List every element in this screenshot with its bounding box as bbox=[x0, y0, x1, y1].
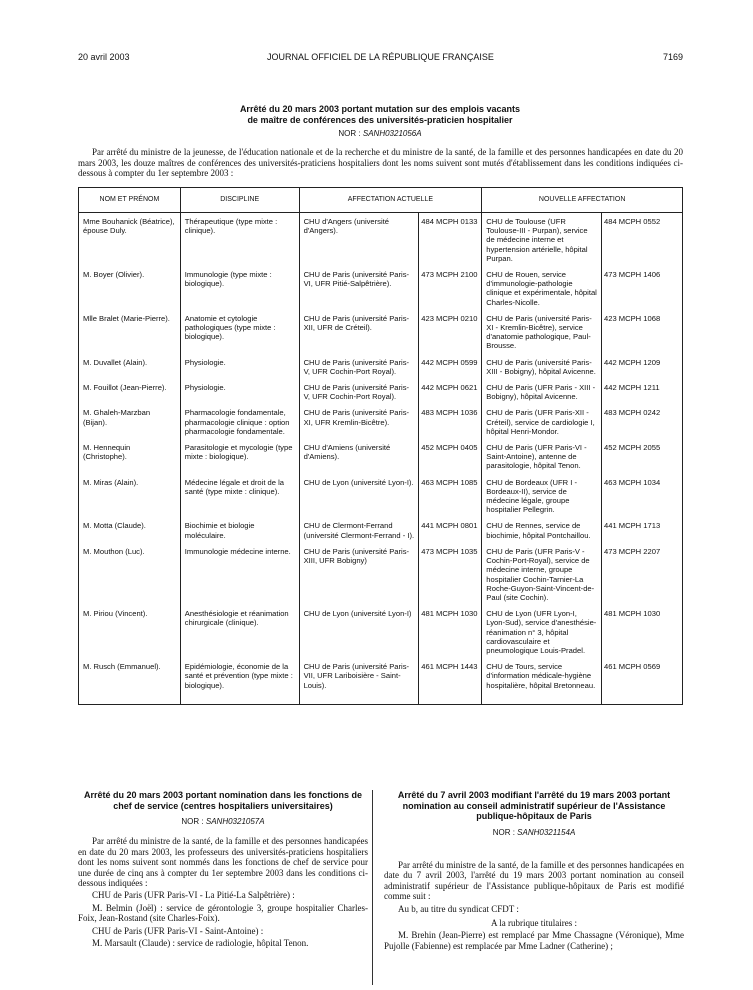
table-row bbox=[79, 474, 683, 518]
cell-current-code: 461 MCPH 1443 bbox=[419, 658, 482, 704]
cell-discipline: Biochimie et biologie moléculaire. bbox=[180, 517, 299, 542]
cell-name: M. Fouillot (Jean-Pierre). bbox=[79, 379, 181, 404]
paragraph: M. Marsault (Claude) : service de radiologie, hôpital Tenon. bbox=[92, 938, 309, 949]
page-header bbox=[78, 52, 683, 66]
cell-new-code: 452 MCPH 2055 bbox=[602, 439, 683, 474]
cell-discipline: Pharmacologie fondamentale, pharmacologie clinique : option pharmacologie fondamentale. bbox=[180, 404, 299, 439]
column-header: NOM ET PRÉNOM bbox=[79, 188, 181, 213]
cell-discipline: Parasitologie et mycologie (type mixte : biologique). bbox=[180, 439, 299, 474]
cell-new-code: 463 MCPH 1034 bbox=[602, 474, 683, 518]
paragraph: Au b, au titre du syndicat CFDT : bbox=[398, 903, 519, 914]
cell-current-assignment: CHU de Clermont-Ferrand (université Clermont-Ferrand - I). bbox=[299, 517, 419, 542]
cell-new-code: 442 MCPH 1209 bbox=[602, 354, 683, 379]
cell-new-code: 442 MCPH 1211 bbox=[602, 379, 683, 404]
article-title-line: Arrêté du 20 mars 2003 portant mutation sur des emplois vacants bbox=[239, 104, 521, 114]
column-divider bbox=[372, 790, 373, 985]
nor-label: NOR : bbox=[338, 129, 361, 138]
table-row bbox=[79, 266, 683, 310]
paragraph: CHU de Paris (UFR Paris-VI - La Pitié-La Salpêtrière) : bbox=[92, 890, 295, 901]
cell-new-assignment: CHU de Paris (UFR Paris-VI - Saint-Antoine), antenne de parasitologie, hôpital Tenon. bbox=[482, 439, 602, 474]
cell-name: M. Motta (Claude). bbox=[79, 517, 181, 542]
article-title: Arrêté du 7 avril 2003 modifiant l'arrêté du 19 mars 2003 portant nomination au conseil administratif supérieur de l'Assistance publique-hôpitaux de Paris bbox=[397, 790, 671, 821]
cell-current-code: 442 MCPH 0621 bbox=[419, 379, 482, 404]
cell-new-assignment: CHU de Bordeaux (UFR I - Bordeaux-II), service de médecine légale, groupe hospitalier Pellegrin. bbox=[482, 474, 602, 518]
table-body bbox=[79, 213, 683, 705]
nor-label: NOR : bbox=[181, 817, 204, 826]
cell-discipline: Epidémiologie, économie de la santé et prévention (type mixte : biologique). bbox=[180, 658, 299, 704]
cell-discipline: Anesthésiologie et réanimation chirurgicale (clinique). bbox=[180, 605, 299, 658]
cell-name: M. Piriou (Vincent). bbox=[79, 605, 181, 658]
cell-discipline: Thérapeutique (type mixte : clinique). bbox=[180, 213, 299, 267]
nor-reference bbox=[78, 817, 368, 827]
article-title: Arrêté du 20 mars 2003 portant nomination dans les fonctions de chef de service (centres hospitaliers universitaires) bbox=[83, 790, 363, 811]
cell-new-assignment: CHU de Rouen, service d'immunologie-pathologie clinique et expérimentale, hôpital Charles-Nicolle. bbox=[482, 266, 602, 310]
column-header: NOUVELLE AFFECTATION bbox=[482, 188, 683, 213]
table-header-row bbox=[79, 188, 683, 213]
cell-new-code: 483 MCPH 0242 bbox=[602, 404, 683, 439]
cell-discipline: Immunologie médecine interne. bbox=[180, 543, 299, 605]
nor-code: SANH0321154A bbox=[517, 827, 576, 837]
cell-new-assignment: CHU de Paris (UFR Paris-XII - Créteil), service de cardiologie I, hôpital Henri-Mondor. bbox=[482, 404, 602, 439]
column-header: AFFECTATION ACTUELLE bbox=[299, 188, 482, 213]
cell-name: M. Rusch (Emmanuel). bbox=[79, 658, 181, 704]
cell-current-assignment: CHU de Paris (université Paris-XII, UFR de Créteil). bbox=[299, 310, 419, 354]
cell-current-code: 473 MCPH 1035 bbox=[419, 543, 482, 605]
cell-discipline: Médecine légale et droit de la santé (type mixte : clinique). bbox=[180, 474, 299, 518]
cell-discipline: Anatomie et cytologie pathologiques (type mixte : biologique). bbox=[180, 310, 299, 354]
nor-label: NOR : bbox=[492, 827, 515, 837]
paragraph: A la rubrique titulaires : bbox=[491, 917, 577, 928]
nor-code: SANH0321057A bbox=[205, 817, 265, 826]
cell-name: M. Miras (Alain). bbox=[79, 474, 181, 518]
table-row bbox=[79, 439, 683, 474]
cell-current-code: 483 MCPH 1036 bbox=[419, 404, 482, 439]
table-row bbox=[79, 310, 683, 354]
cell-current-assignment: CHU de Paris (université Paris-V, UFR Cochin-Port Royal). bbox=[299, 379, 419, 404]
cell-new-assignment: CHU de Paris (UFR Paris-V - Cochin-Port-Royal), service de médecine interne, groupe hospitalier Cochin-Tarnier-La Roche-Guyon-Saint-Vincent-de-Paul (site Cochin). bbox=[482, 543, 602, 605]
cell-current-code: 473 MCPH 2100 bbox=[419, 266, 482, 310]
cell-current-code: 452 MCPH 0405 bbox=[419, 439, 482, 474]
cell-current-code: 423 MCPH 0210 bbox=[419, 310, 482, 354]
cell-new-code: 473 MCPH 2207 bbox=[602, 543, 683, 605]
paragraph: M. Brehin (Jean-Pierre) est remplacé par Mme Chassagne (Véronique), Mme Pujolle (Fabienne) est remplacée par Mme Ladner (Catherine) ; bbox=[384, 930, 684, 951]
header-date: 20 avril 2003 bbox=[78, 52, 130, 62]
cell-current-assignment: CHU d'Angers (université d'Angers). bbox=[299, 213, 419, 267]
column-header: DISCIPLINE bbox=[180, 188, 299, 213]
table-row bbox=[79, 354, 683, 379]
cell-name: M. Hennequin (Christophe). bbox=[79, 439, 181, 474]
paragraph: Par arrêté du ministre de la santé, de la famille et des personnes handicapées en date du 20 mars 2003, les professeurs des universités-praticiens hospitaliers dont les noms suivent sont nommés dans les fonctions de chef de service pour une durée de cinq ans à compter du 1er septembre 2003 dans les conditions ci-dessous indiquées : bbox=[78, 836, 368, 889]
cell-new-code: 441 MCPH 1713 bbox=[602, 517, 683, 542]
paragraph: CHU de Paris (UFR Paris-VI - Saint-Antoine) : bbox=[92, 925, 264, 936]
cell-current-assignment: CHU de Paris (université Paris-V, UFR Cochin-Port Royal). bbox=[299, 354, 419, 379]
cell-name: Mme Bouhanick (Béatrice), épouse Duly. bbox=[79, 213, 181, 267]
cell-current-assignment: CHU de Paris (université Paris-XI, UFR Kremlin-Bicêtre). bbox=[299, 404, 419, 439]
cell-name: M. Mouthon (Luc). bbox=[79, 543, 181, 605]
mutation-table bbox=[78, 187, 683, 705]
cell-new-code: 481 MCPH 1030 bbox=[602, 605, 683, 658]
cell-discipline: Physiologie. bbox=[180, 379, 299, 404]
cell-new-code: 461 MCPH 0569 bbox=[602, 658, 683, 704]
table-row bbox=[79, 658, 683, 704]
article-title-line: de maître de conférences des universités-praticien hospitalier bbox=[247, 115, 513, 125]
header-journal-title: JOURNAL OFFICIEL DE LA RÉPUBLIQUE FRANÇAISE bbox=[267, 52, 494, 62]
cell-name: M. Duvallet (Alain). bbox=[79, 354, 181, 379]
cell-current-code: 441 MCPH 0801 bbox=[419, 517, 482, 542]
cell-new-assignment: CHU de Paris (université Paris-XIII - Bobigny), hôpital Avicenne. bbox=[482, 354, 602, 379]
nor-code: SANH0321056A bbox=[362, 129, 422, 138]
cell-new-code: 473 MCPH 1406 bbox=[602, 266, 683, 310]
paragraph: Par arrêté du ministre de la santé, de la famille et des personnes handicapées en date du 7 avril 2003, l'arrêté du 19 mars 2003 portant nomination au conseil administratif supérieur de l'Assistance publique-hôpitaux de Paris est modifié comme suit : bbox=[384, 859, 684, 902]
cell-current-assignment: CHU de Lyon (université Lyon-I). bbox=[299, 474, 419, 518]
table-row bbox=[79, 605, 683, 658]
cell-current-assignment: CHU de Paris (université Paris-VI, UFR Pitié-Salpêtrière). bbox=[299, 266, 419, 310]
header-page-number: 7169 bbox=[662, 52, 683, 62]
cell-discipline: Physiologie. bbox=[180, 354, 299, 379]
cell-new-code: 423 MCPH 1068 bbox=[602, 310, 683, 354]
article-intro: Par arrêté du ministre de la jeunesse, de l'éducation nationale et de la recherche et du ministre de la santé, de la famille et des personnes handicapées en date du 20 mars 2003, les douze maîtres de conférences des universités-praticiens hospitaliers dont les noms suivent sont mutés d'établissement dans les conditions indiquées ci-dessous à compter du 1er septembre 2003 : bbox=[78, 147, 683, 178]
cell-current-assignment: CHU de Paris (université Paris-XIII, UFR Bobigny) bbox=[299, 543, 419, 605]
cell-current-code: 442 MCPH 0599 bbox=[419, 354, 482, 379]
cell-name: M. Boyer (Olivier). bbox=[79, 266, 181, 310]
cell-current-code: 463 MCPH 1085 bbox=[419, 474, 482, 518]
table-row bbox=[79, 404, 683, 439]
table-row bbox=[79, 543, 683, 605]
cell-name: Mlle Bralet (Marie-Pierre). bbox=[79, 310, 181, 354]
cell-current-code: 481 MCPH 1030 bbox=[419, 605, 482, 658]
cell-new-assignment: CHU de Lyon (UFR Lyon-I, Lyon-Sud), service d'anesthésie-réanimation n° 3, hôpital cardiovasculaire et pneumologique Louis-Pradel. bbox=[482, 605, 602, 658]
cell-current-assignment: CHU d'Amiens (université d'Amiens). bbox=[299, 439, 419, 474]
article-column-left bbox=[78, 790, 368, 950]
paragraph: M. Belmin (Joël) : service de gérontologie 3, groupe hospitalier Charles-Foix, Jean-Rostand (site Charles-Foix). bbox=[78, 902, 368, 924]
article-title bbox=[140, 104, 620, 126]
cell-current-assignment: CHU de Paris (université Paris-VII, UFR Lariboisière - Saint-Louis). bbox=[299, 658, 419, 704]
cell-new-assignment: CHU de Toulouse (UFR Toulouse-III - Purpan), service de médecine interne et hypertension artérielle, hôpital Purpan. bbox=[482, 213, 602, 267]
cell-new-assignment: CHU de Rennes, service de biochimie, hôpital Pontchaillou. bbox=[482, 517, 602, 542]
article-column-right bbox=[384, 790, 684, 953]
table-row bbox=[79, 379, 683, 404]
nor-reference bbox=[140, 129, 620, 138]
table-row bbox=[79, 517, 683, 542]
cell-current-assignment: CHU de Lyon (université Lyon-I) bbox=[299, 605, 419, 658]
cell-new-assignment: CHU de Paris (UFR Paris - XIII - Bobigny), hôpital Avicenne. bbox=[482, 379, 602, 404]
cell-new-assignment: CHU de Tours, service d'information médicale-hygiène hospitalière, hôpital Bretonneau. bbox=[482, 658, 602, 704]
cell-new-assignment: CHU de Paris (université Paris-XI - Kremlin-Bicêtre), service d'anatomie pathologique, Paul-Brousse. bbox=[482, 310, 602, 354]
nor-reference bbox=[384, 828, 684, 838]
cell-name: M. Ghaleh-Marzban (Bijan). bbox=[79, 404, 181, 439]
cell-discipline: Immunologie (type mixte : biologique). bbox=[180, 266, 299, 310]
table-row bbox=[79, 213, 683, 267]
cell-current-code: 484 MCPH 0133 bbox=[419, 213, 482, 267]
cell-new-code: 484 MCPH 0552 bbox=[602, 213, 683, 267]
